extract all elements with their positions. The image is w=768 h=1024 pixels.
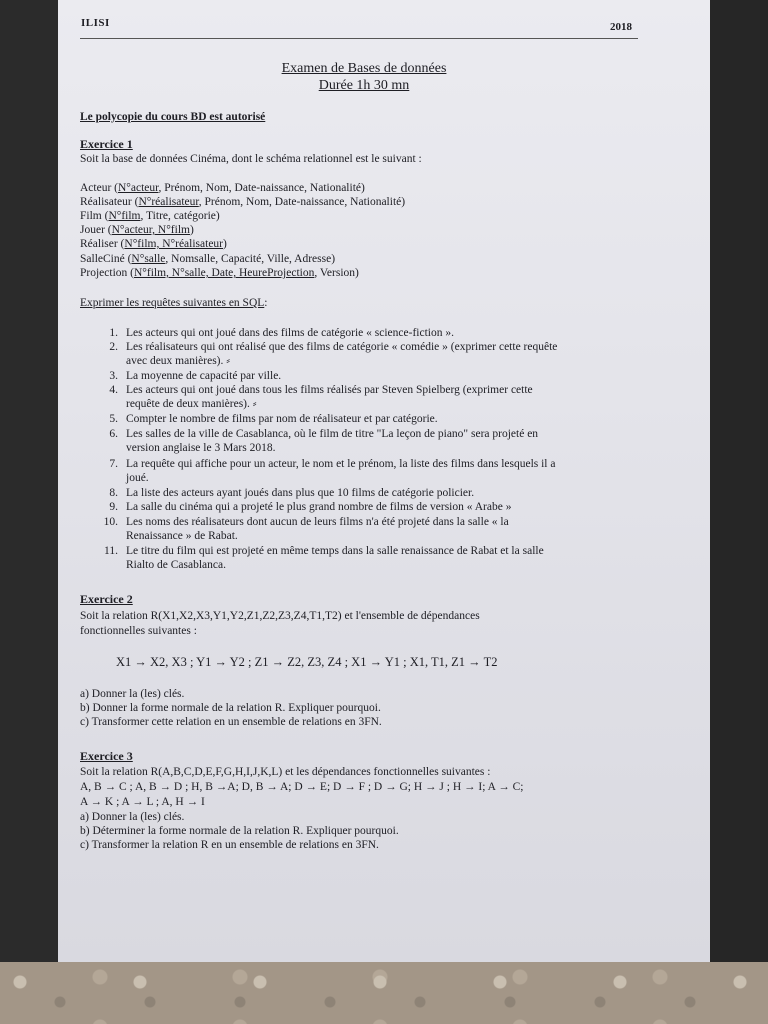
schema-realisateur xyxy=(80,195,405,209)
exercise-3-question-b: b) Déterminer la forme normale de la relation R. Expliquer pourquoi. xyxy=(80,825,399,837)
exercise-2-title: Exercice 2 xyxy=(80,592,133,606)
relation-attrs: , Nomsalle, Capacité, Ville, Adresse) xyxy=(165,253,336,265)
relation-name: Réaliser ( xyxy=(80,238,125,250)
item-text: Les acteurs qui ont joué dans des films de catégorie « science-fiction ». xyxy=(126,327,454,339)
schema-film xyxy=(80,209,220,223)
schema-salle xyxy=(80,252,335,266)
relation-attrs: ) xyxy=(189,224,194,236)
item-text: Les salles de la ville de Casablanca, où le film de titre "La leçon de piano" sera projeté en xyxy=(126,428,539,440)
exercise-3-line2: A, B → C ; A, B → D ; H, B →A; D, B → A; D → E; D → F ; D → G; H → J ; H → I; A → C; xyxy=(80,781,524,793)
item-text: La salle du cinéma qui a projeté le plus grand nombre de films de version « Arabe » xyxy=(126,501,512,513)
item-number: 2. xyxy=(109,341,118,353)
requests-colon: : xyxy=(264,297,268,309)
relation-key: N°acteur xyxy=(118,182,159,194)
exercise-3-line3: A → K ; A → L ; A, H → I xyxy=(80,796,205,808)
item-text: La liste des acteurs ayant joués dans plus que 10 films de catégorie policier. xyxy=(126,487,475,499)
item-text: Les acteurs qui ont joué dans tous les films réalisés par Steven Spielberg (exprimer cette xyxy=(126,384,533,396)
item-text: joué. xyxy=(126,472,149,484)
item-number: 5. xyxy=(109,413,118,425)
relation-name: Projection ( xyxy=(80,267,134,279)
item-number: 1. xyxy=(109,327,118,339)
exercise-2-question-a: a) Donner la (les) clés. xyxy=(80,688,185,700)
background-right xyxy=(710,0,768,1024)
relation-key: N°salle xyxy=(131,253,166,265)
item-text: Le titre du film qui est projeté en même temps dans la salle renaissance de Rabat et la salle xyxy=(126,545,544,557)
background-left xyxy=(0,0,58,1024)
item-number: 6. xyxy=(109,428,118,440)
functional-dependencies: X1 → X2, X3 ; Y1 → Y2 ; Z1 → Z2, Z3, Z4 ; X1 → Y1 ; X1, T1, Z1 → T2 xyxy=(116,655,498,669)
exercise-1-intro: Soit la base de données Cinéma, dont le schéma relationnel est le suivant : xyxy=(80,153,422,165)
relation-key: N°film, N°réalisateur xyxy=(124,238,223,250)
exercise-2-question-b: b) Donner la forme normale de la relation R. Expliquer pourquoi. xyxy=(80,702,381,714)
exercise-3-question-a: a) Donner la (les) clés. xyxy=(80,811,185,823)
exercise-3-title: Exercice 3 xyxy=(80,749,133,763)
header-divider xyxy=(80,38,638,39)
exercise-3-line1: Soit la relation R(A,B,C,D,E,F,G,H,I,J,K,L) et les dépendances fonctionnelles suivantes : xyxy=(80,766,491,778)
exam-title: Examen de Bases de données xyxy=(281,61,447,76)
item-text: Rialto de Casablanca. xyxy=(126,559,226,571)
relation-attrs: , Prénom, Nom, Date-naissance, Nationalité) xyxy=(198,196,406,208)
relation-name: Réalisateur ( xyxy=(80,196,139,208)
exercise-2-intro-line1: Soit la relation R(X1,X2,X3,Y1,Y2,Z1,Z2,Z3,Z4,T1,T2) et l'ensemble de dépendances xyxy=(80,610,480,622)
relation-key: N°film, N°salle, Date, HeureProjection xyxy=(133,267,315,279)
allowed-material-note: Le polycopie du cours BD est autorisé xyxy=(80,111,266,123)
exam-sheet xyxy=(58,0,710,962)
item-text: avec deux manières). ⸗ xyxy=(126,355,231,367)
item-text: La requête qui affiche pour un acteur, le nom et le prénom, la liste des films dans lesquels il a xyxy=(126,458,556,470)
item-number: 9. xyxy=(109,501,118,513)
schema-realiser xyxy=(80,237,227,251)
schema-jouer xyxy=(80,223,194,237)
exercise-1-title: Exercice 1 xyxy=(80,137,133,151)
item-text: Renaissance » de Rabat. xyxy=(126,530,238,542)
relation-key: N°acteur, N°film xyxy=(111,224,190,236)
schema-projection xyxy=(80,266,359,280)
exercise-2-intro-line2: fonctionnelles suivantes : xyxy=(80,625,197,637)
relation-name: Film ( xyxy=(80,210,109,222)
item-text: Les noms des réalisateurs dont aucun de leurs films n'a été projeté dans la salle « la xyxy=(126,516,509,528)
relation-attrs: ) xyxy=(223,238,227,250)
item-number: 11. xyxy=(104,545,118,557)
relation-name: SalleCiné ( xyxy=(80,253,132,265)
item-number: 7. xyxy=(109,458,118,470)
item-number: 4. xyxy=(109,384,118,396)
item-text: Les réalisateurs qui ont réalisé que des films de catégorie « comédie » (exprimer cette requête xyxy=(126,341,558,353)
requests-title: Exprimer les requêtes suivantes en SQL xyxy=(80,297,265,309)
relation-key: N°réalisateur xyxy=(138,196,199,208)
exam-year: 2018 xyxy=(610,21,632,33)
item-number: 10. xyxy=(103,516,118,528)
floor-texture xyxy=(0,962,768,1024)
item-number: 8. xyxy=(109,487,118,499)
exercise-2-question-c: c) Transformer cette relation en un ensemble de relations en 3FN. xyxy=(80,716,382,728)
exam-duration: Durée 1h 30 mn xyxy=(318,78,410,93)
item-text: La moyenne de capacité par ville. xyxy=(126,370,282,382)
relation-name: Jouer ( xyxy=(80,224,112,236)
item-number: 3. xyxy=(109,370,118,382)
requests-heading xyxy=(80,296,267,310)
exercise-3-question-c: c) Transformer la relation R en un ensemble de relations en 3FN. xyxy=(80,839,379,851)
relation-attrs: , Titre, catégorie) xyxy=(140,210,220,222)
relation-key: N°film xyxy=(108,210,141,222)
item-text: version anglaise le 3 Mars 2018. xyxy=(126,442,276,454)
item-text: requête de deux manières). ⸗ xyxy=(126,398,257,410)
school-name: ILISI xyxy=(81,17,110,29)
relation-attrs: , Version) xyxy=(314,267,359,279)
schema-acteur xyxy=(80,181,365,195)
item-text: Compter le nombre de films par nom de réalisateur et par catégorie. xyxy=(126,413,438,425)
relation-name: Acteur ( xyxy=(80,182,118,194)
relation-attrs: , Prénom, Nom, Date-naissance, Nationalité) xyxy=(158,182,365,194)
